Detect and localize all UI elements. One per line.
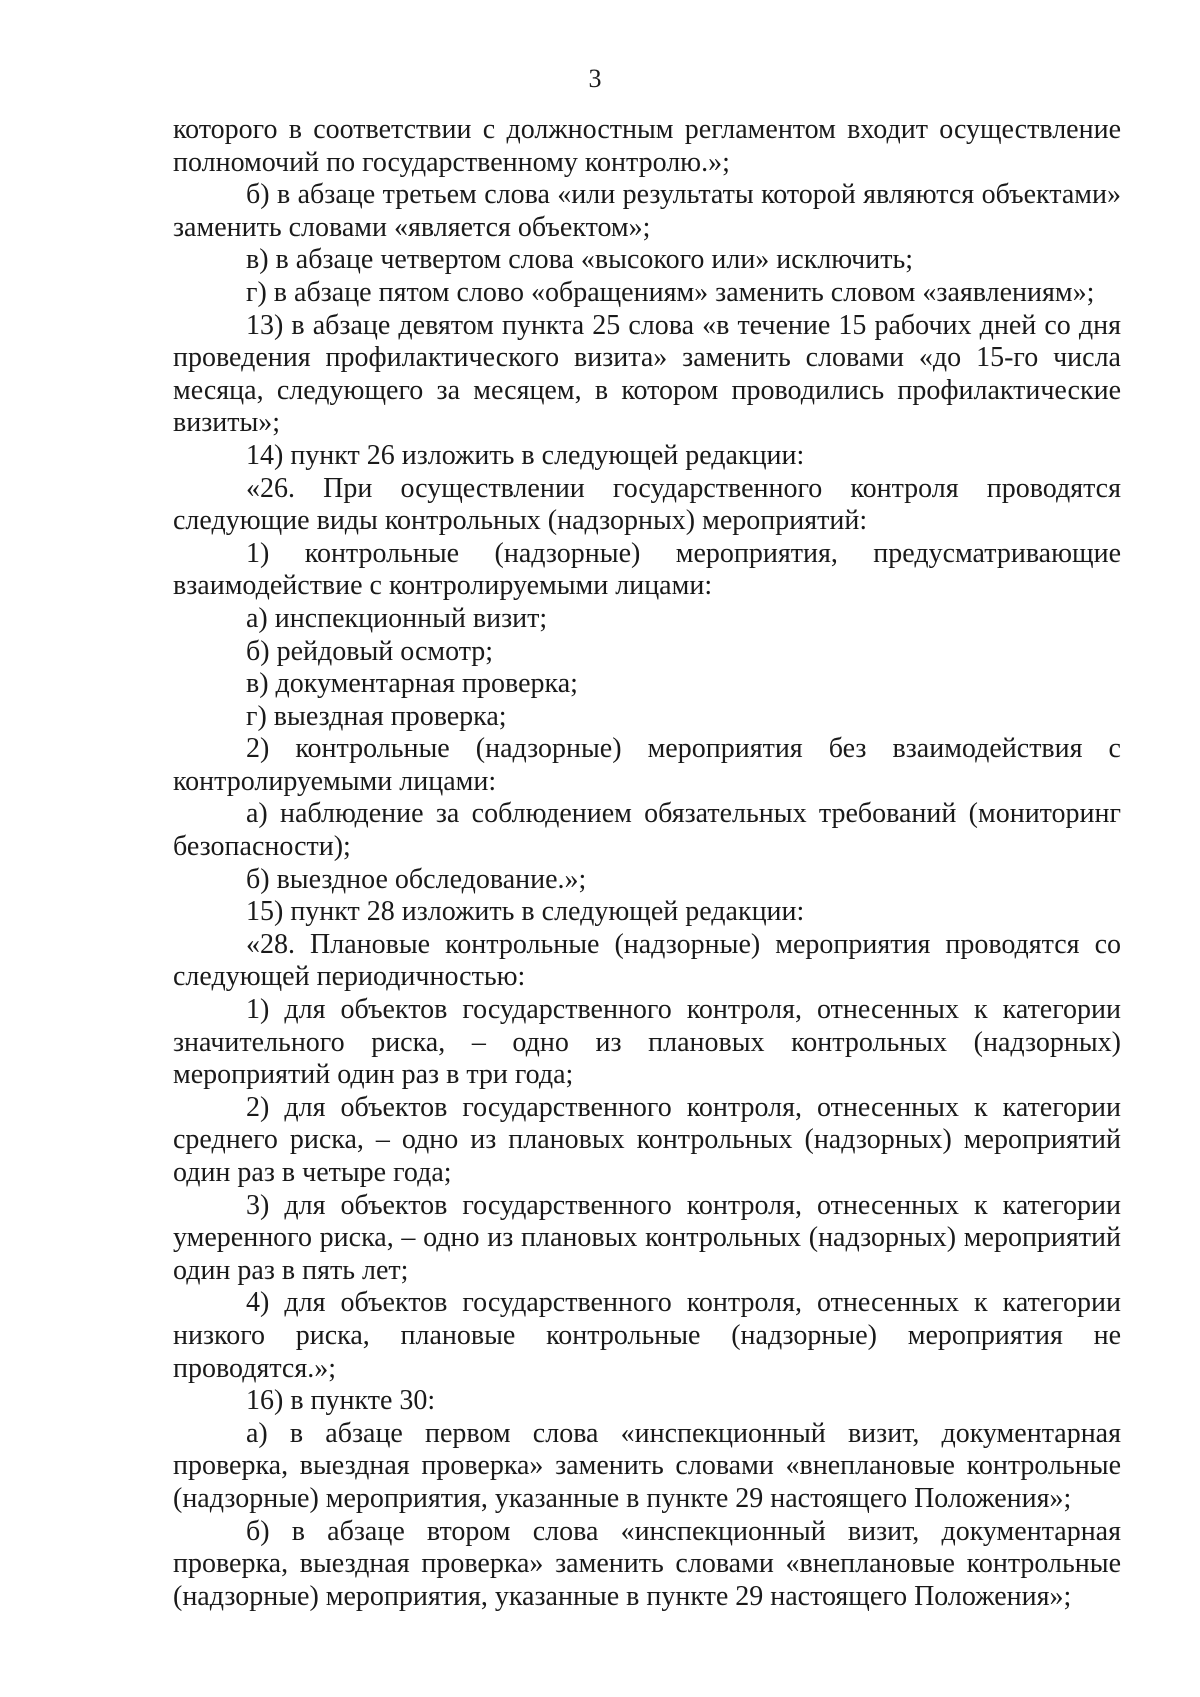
document-body bbox=[173, 114, 1121, 1613]
paragraph: г) выездная проверка; bbox=[246, 700, 507, 732]
paragraph: 2) для объектов государственного контроля, отнесенных к категории среднего риска, – одно из плановых контрольных (надзорных) мероприятий один раз в четыре года; bbox=[173, 1091, 1121, 1188]
paragraph: а) в абзаце первом слова «инспекционный визит, документарная проверка, выездная проверка» заменить словами «внеплановые контрольные (надзорные) мероприятия, указанные в пункте 29 настоящего Положения»; bbox=[173, 1417, 1121, 1514]
paragraph: «28. Плановые контрольные (надзорные) мероприятия проводятся со следующей периодичностью: bbox=[173, 928, 1121, 993]
page-number: 3 bbox=[588, 64, 602, 93]
paragraph: 13) в абзаце девятом пункта 25 слова «в течение 15 рабочих дней со дня проведения профилактического визита» заменить словами «до 15-го числа месяца, следующего за месяцем, в котором проводились профилактические визиты»; bbox=[173, 309, 1121, 439]
paragraph: б) в абзаце третьем слова «или результаты которой являются объектами» заменить словами «является объектом»; bbox=[173, 179, 1121, 243]
paragraph: 4) для объектов государственного контроля, отнесенных к категории низкого риска, плановые контрольные (надзорные) мероприятия не проводятся.»; bbox=[173, 1287, 1121, 1384]
paragraph: 16) в пункте 30: bbox=[246, 1385, 436, 1417]
paragraph: а) наблюдение за соблюдением обязательных требований (мониторинг безопасности); bbox=[173, 798, 1121, 863]
paragraph: 1) для объектов государственного контроля, отнесенных к категории значительного риска, – одно из плановых контрольных (надзорных) мероприятий один раз в три года; bbox=[173, 994, 1121, 1091]
paragraph: 1) контрольные (надзорные) мероприятия, предусматривающие взаимодействие с контролируемыми лицами: bbox=[173, 537, 1121, 602]
paragraph: б) выездное обследование.»; bbox=[246, 863, 587, 895]
paragraph: «26. При осуществлении государственного контроля проводятся следующие виды контрольных (надзорных) мероприятий: bbox=[173, 472, 1121, 537]
paragraph: б) в абзаце втором слова «инспекционный визит, документарная проверка, выездная проверка» заменить словами «внеплановые контрольные (надзорные) мероприятия, указанные в пункте 29 настоящего Положения»; bbox=[173, 1515, 1121, 1612]
paragraph: а) инспекционный визит; bbox=[246, 602, 548, 634]
paragraph: б) рейдовый осмотр; bbox=[246, 635, 494, 667]
paragraph: в) в абзаце четвертом слова «высокого или» исключить; bbox=[246, 244, 913, 276]
paragraph: в) документарная проверка; bbox=[246, 668, 578, 700]
paragraph: 15) пункт 28 изложить в следующей редакции: bbox=[246, 896, 805, 928]
paragraph: которого в соответствии с должностным регламентом входит осуществление полномочий по государственному контролю.»; bbox=[173, 114, 1121, 178]
paragraph: 3) для объектов государственного контроля, отнесенных к категории умеренного риска, – одно из плановых контрольных (надзорных) мероприятий один раз в пять лет; bbox=[173, 1189, 1121, 1286]
paragraph: 2) контрольные (надзорные) мероприятия без взаимодействия с контролируемыми лицами: bbox=[173, 733, 1121, 797]
paragraph: г) в абзаце пятом слово «обращениям» заменить словом «заявлениям»; bbox=[246, 276, 1095, 308]
paragraph: 14) пункт 26 изложить в следующей редакции: bbox=[246, 439, 805, 471]
